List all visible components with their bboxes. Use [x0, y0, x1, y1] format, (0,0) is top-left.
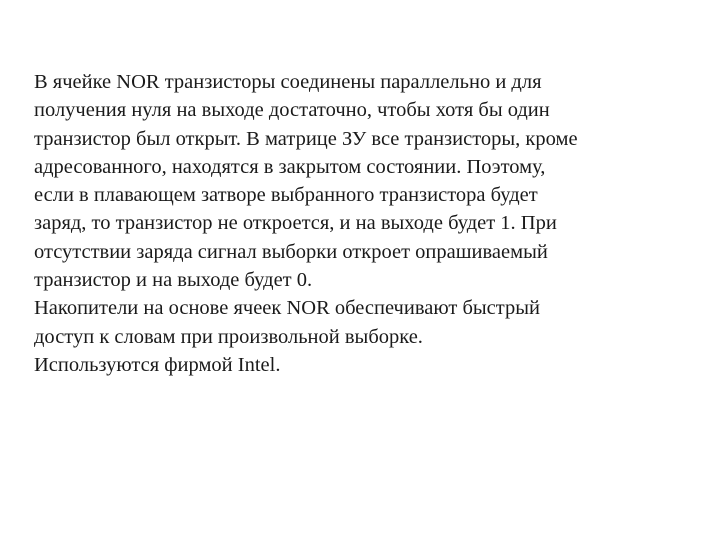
text-line: получения нуля на выходе достаточно, чтобы хотя бы один — [34, 99, 550, 122]
text-line: транзистор и на выходе будет 0. — [34, 269, 313, 292]
text-line: В ячейке NOR транзисторы соединены параллельно и для — [34, 71, 542, 93]
text-line: отсутствии заряда сигнал выборки откроет опрашиваемый — [34, 240, 548, 263]
text-line: Накопители на основе ячеек NOR обеспечивают быстрый — [34, 297, 540, 320]
text-line: Используются фирмой Intel. — [34, 353, 281, 376]
text-line: транзистор был открыт. В матрице ЗУ все транзисторы, кроме — [34, 127, 578, 150]
text-line: адресованного, находятся в закрытом состоянии. Поэтому, — [34, 155, 546, 178]
text-line: заряд, то транзистор не откроется, и на выходе будет 1. При — [34, 212, 557, 235]
text-line: доступ к словам при произвольной выборке. — [34, 325, 423, 348]
body-text — [34, 68, 704, 379]
text-line: если в плавающем затворе выбранного транзистора будет — [34, 184, 538, 207]
